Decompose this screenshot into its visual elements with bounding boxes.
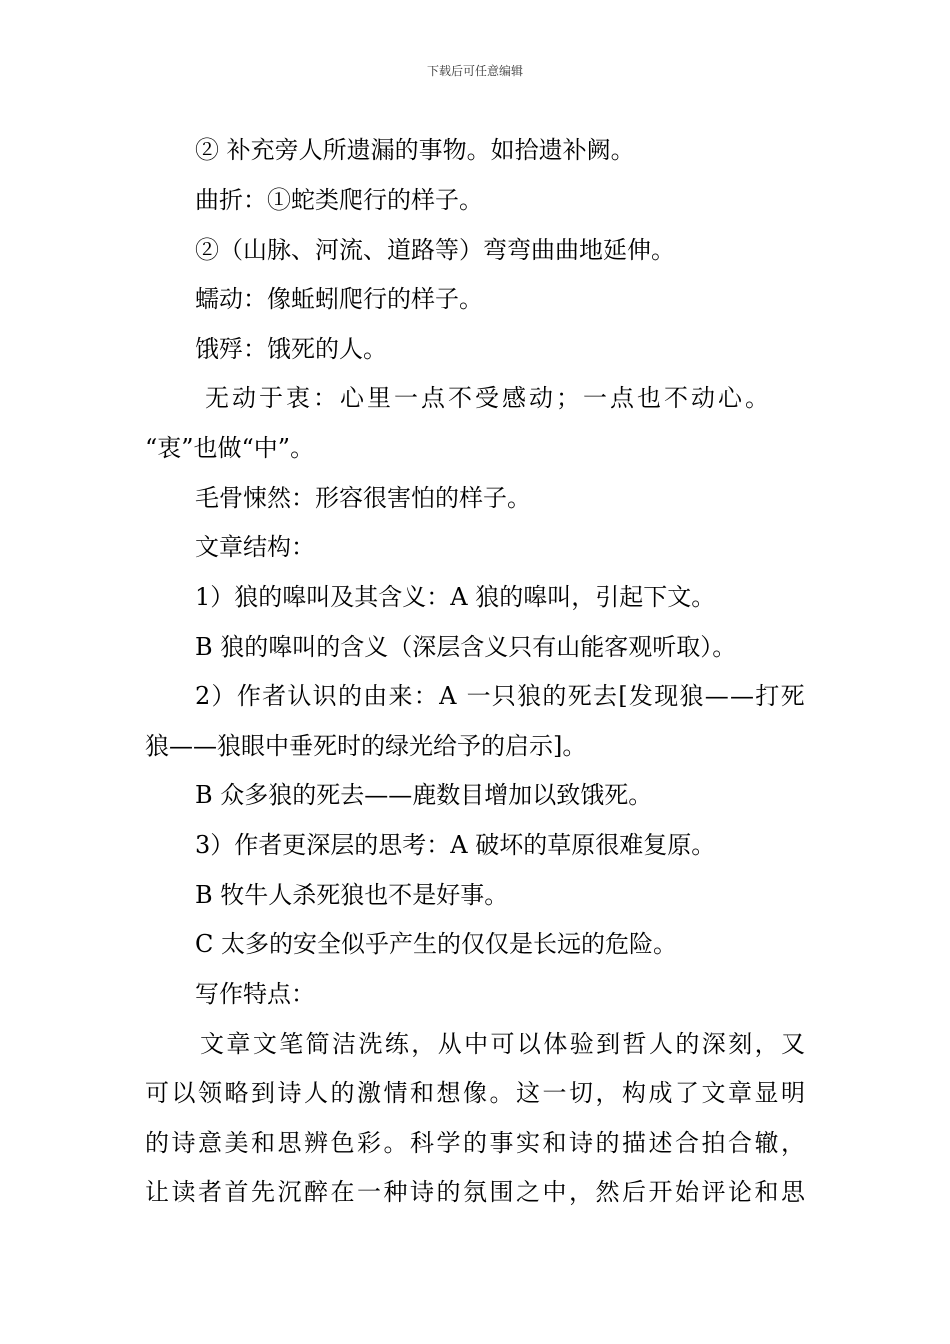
text-line: 3）作者更深层的思考：A 破坏的草原很难复原。 xyxy=(195,831,716,859)
text-line-justified xyxy=(205,384,805,412)
text-line: 无动于衷：心里一点不受感动；一点也不动心。 xyxy=(205,384,772,412)
text-line: 2）作者认识的由来：A 一只狼的死去[发现狼——打死 xyxy=(195,682,806,710)
text-line: ②（山脉、河流、道路等）弯弯曲曲地延伸。 xyxy=(195,236,675,264)
text-line: 1）狼的嗥叫及其含义：A 狼的嗥叫，引起下文。 xyxy=(195,583,716,611)
text-line: 的诗意美和思辨色彩。科学的事实和诗的描述合拍合辙， xyxy=(145,1129,808,1157)
text-line: ② 补充旁人所遗漏的事物。如拾遗补阙。 xyxy=(195,136,635,164)
text-line: C 太多的安全似乎产生的仅仅是长远的危险。 xyxy=(195,930,677,958)
text-line: 毛骨悚然：形容很害怕的样子。 xyxy=(195,484,531,512)
text-line: B 众多狼的死去——鹿数目增加以致饿死。 xyxy=(195,781,653,809)
text-line: 让读者首先沉醉在一种诗的氛围之中，然后开始评论和思 xyxy=(145,1178,808,1206)
text-line: 饿殍：饿死的人。 xyxy=(195,335,387,363)
text-line: 可以领略到诗人的激情和想像。这一切，构成了文章显明 xyxy=(145,1079,808,1107)
text-line: 蠕动：像蚯蚓爬行的样子。 xyxy=(195,285,483,313)
text-line: 文章文笔简洁洗练，从中可以体验到哲人的深刻，又 xyxy=(200,1030,808,1058)
text-line: 狼——狼眼中垂死时的绿光给予的启示]。 xyxy=(145,732,587,760)
page-header: 下载后可任意编辑 xyxy=(426,64,523,78)
text-line: 曲折：①蛇类爬行的样子。 xyxy=(195,186,483,214)
text-line: 文章结构： xyxy=(195,533,315,561)
text-line: B 牧牛人杀死狼也不是好事。 xyxy=(195,881,509,909)
text-line: B 狼的嗥叫的含义（深层含义只有山能客观听取）。 xyxy=(195,633,737,661)
text-line: “衷”也做“中”。 xyxy=(145,434,315,462)
text-line: 写作特点： xyxy=(195,980,315,1008)
